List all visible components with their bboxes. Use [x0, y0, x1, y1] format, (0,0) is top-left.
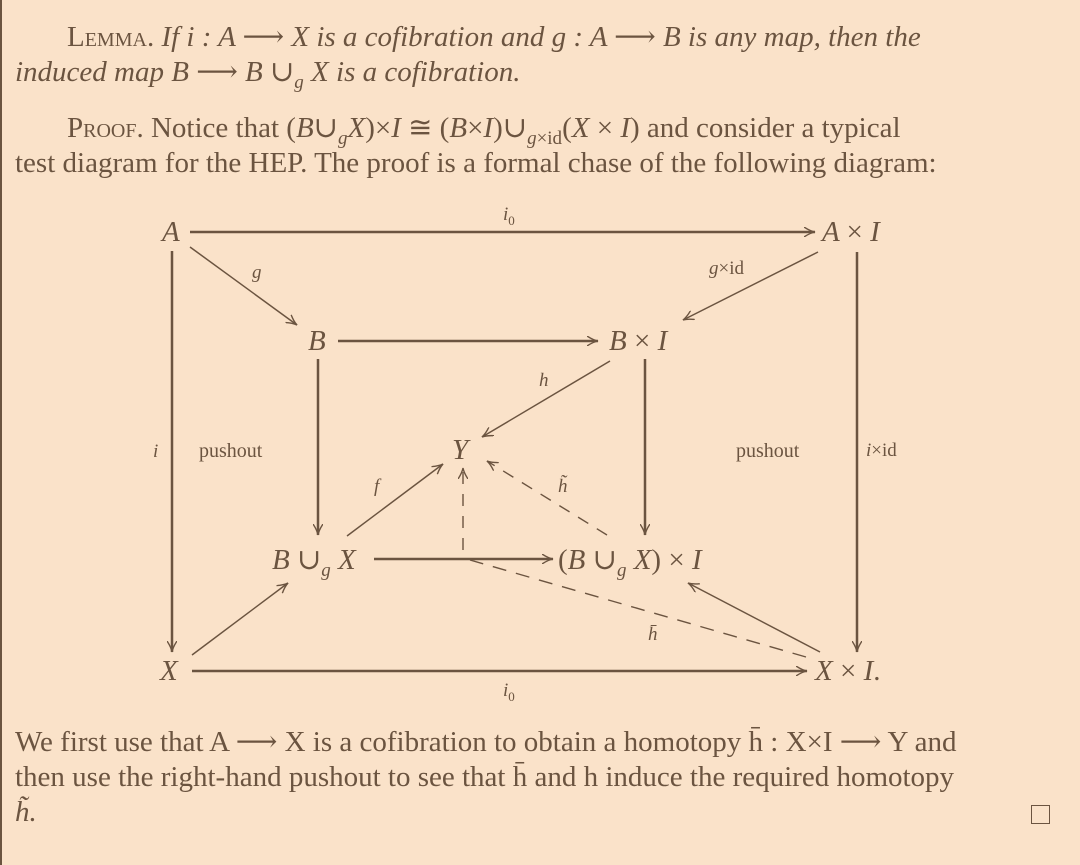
conclusion-line-2: then use the right-hand pushout to see that h̄ and h induce the required homotopy	[15, 761, 955, 793]
label-i0-top: $i_0$	[503, 204, 515, 228]
proof-label: Proof.	[67, 112, 144, 144]
arrow-g-x-id	[683, 252, 818, 320]
label-pushout-right: pushout	[736, 440, 800, 462]
proof-line-1: Proof. Notice that $(B\cup_gX)\times I$ ≅ $(B\times I)\cup_{g\times id}(X \times I)$ and consider a typical	[67, 112, 901, 149]
node-x: X	[160, 655, 178, 687]
lemma-line-2: induced map B ⟶ B $\cup_g$ X is a cofibration.	[15, 56, 521, 93]
label-h-bar: h̄	[648, 624, 658, 645]
node-b-union-x-times-i: (B $\cup_g$ X) × I	[558, 544, 702, 581]
label-i: i	[153, 441, 159, 462]
label-i-times-id: i×id	[866, 440, 897, 461]
node-b-times-i: B × I	[609, 325, 668, 357]
lemma-label: Lemma.	[67, 21, 155, 53]
node-y: Y	[452, 434, 469, 466]
arrow-x-to-bux	[192, 583, 288, 655]
label-h-tilde: h̃	[558, 476, 568, 497]
node-a-times-i: A × I	[822, 216, 880, 248]
qed-symbol	[1031, 805, 1050, 824]
lemma-line-1: Lemma. If i : A ⟶ X is a cofibration and g : A ⟶ B is any map, then the	[67, 21, 921, 53]
dashed-arrow-h-tilde	[487, 461, 607, 535]
node-a: A	[162, 216, 180, 248]
node-x-times-i: X × I.	[815, 655, 881, 687]
label-g-times-id: g×id	[709, 258, 744, 279]
conclusion-line-3: h̃.	[15, 796, 37, 828]
node-b-union-x: B $\cup_g$ X	[272, 544, 356, 581]
label-pushout-left: pushout	[199, 440, 263, 462]
label-f: f	[374, 476, 380, 497]
conclusion-line-1: We first use that A ⟶ X is a cofibration to obtain a homotopy h̄ : X×I ⟶ Y and	[15, 726, 957, 758]
node-b: B	[308, 325, 326, 357]
label-i0-bottom: $i_0$	[503, 680, 515, 704]
proof-line-2: test diagram for the HEP. The proof is a formal chase of the following diagram:	[15, 147, 937, 179]
arrow-g	[190, 247, 297, 325]
label-h: h	[539, 370, 549, 391]
arrow-f	[347, 464, 443, 536]
label-g: g	[252, 262, 262, 283]
